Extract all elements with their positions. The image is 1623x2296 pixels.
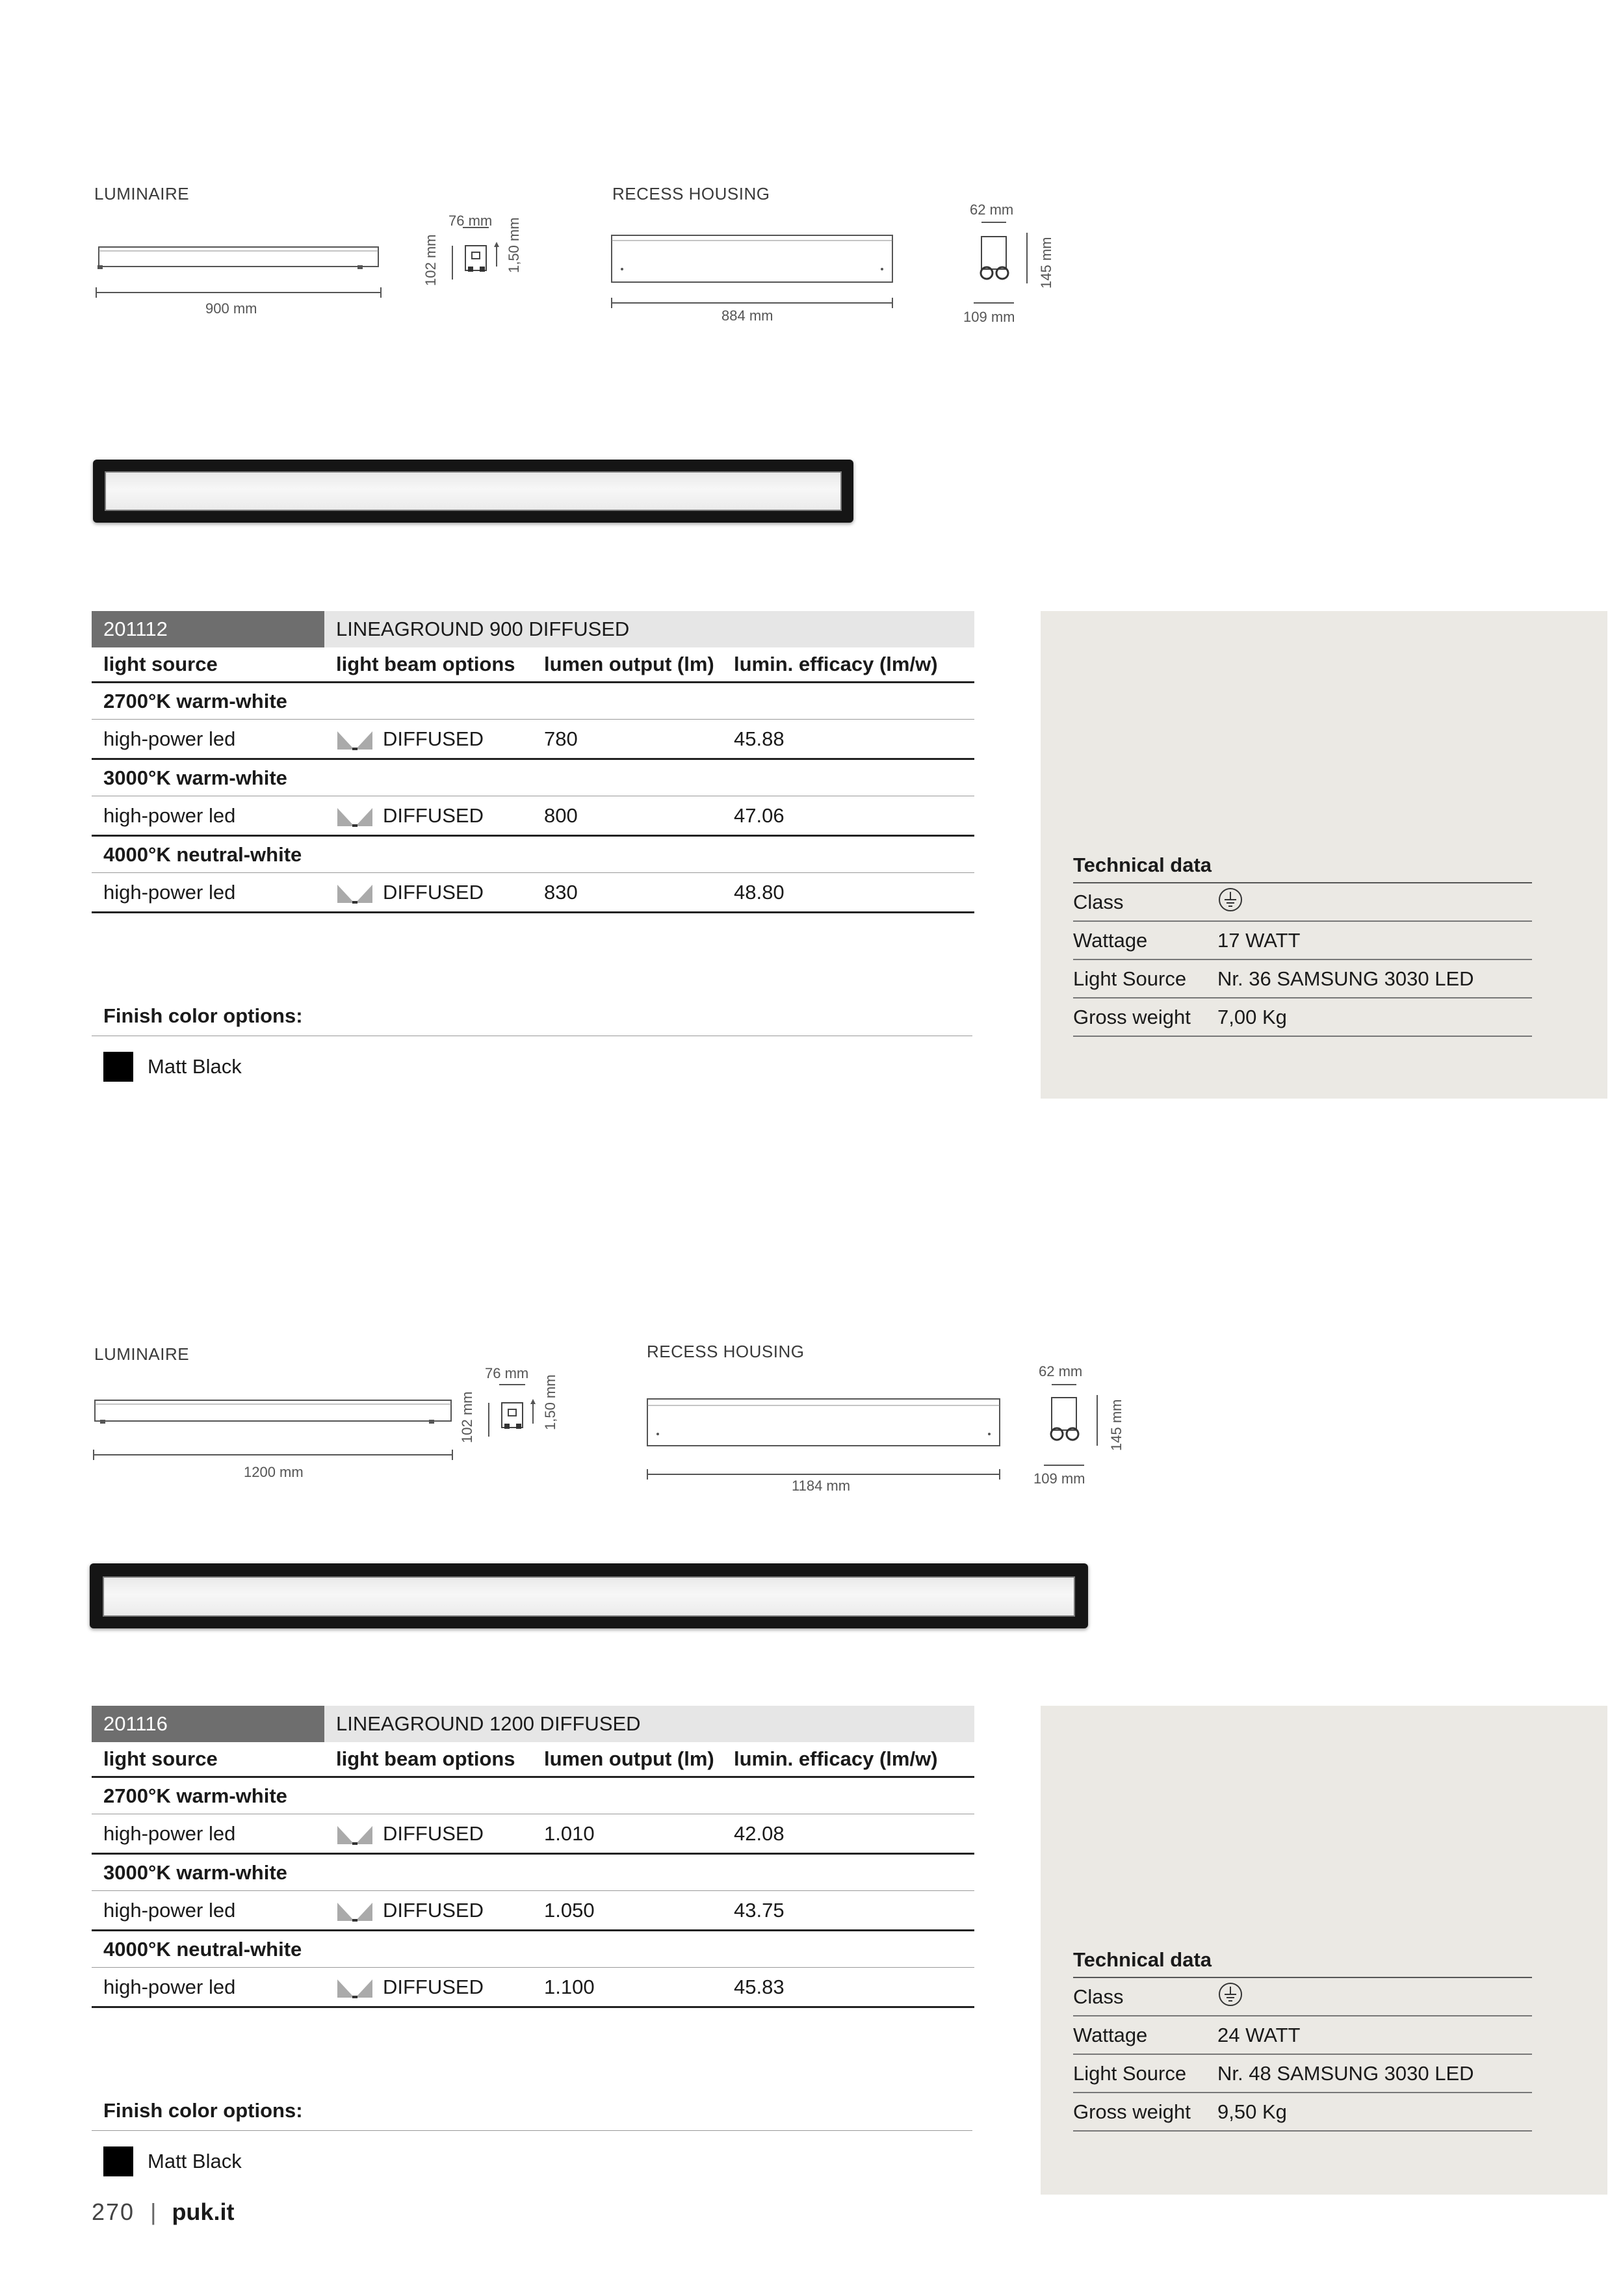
beam-cell [324,803,544,829]
finish-title: Finish color options: [92,2099,972,2131]
tech-key: Light Source [1073,2061,1187,2085]
temperature-heading: 3000°K warm-white [92,1855,974,1891]
col-lumen-output: lumen output (lm) [544,1747,714,1770]
tech-row-weight [1073,998,1532,1037]
beam-label: DIFFUSED [383,803,484,827]
product-name: LINEAGROUND 900 DIFFUSED [324,611,974,647]
light-source-cell: high-power led [103,1975,236,1998]
lumen-cell: 830 [544,880,578,904]
diffused-beam-icon [336,1974,374,2000]
diffused-beam-icon [336,1898,374,1924]
tech-key: Class [1073,890,1124,913]
efficacy-cell: 45.83 [734,1975,785,1998]
tech-value: 9,50 Kg [1217,2100,1287,2123]
section-extra-dim: 1,50 mm [542,1374,558,1430]
section-width-dim: 76 mm [485,1365,529,1381]
tech-key: Wattage [1073,2023,1148,2046]
technical-data-title: Technical data [1073,848,1532,883]
col-beam-options: light beam options [336,1747,515,1770]
product-name: LINEAGROUND 1200 DIFFUSED [324,1706,974,1742]
efficacy-cell: 48.80 [734,880,785,904]
light-source-cell: high-power led [103,803,236,827]
tech-value: 17 WATT [1217,928,1301,952]
lumen-cell: 1.010 [544,1821,595,1845]
section-height-dim: 102 mm [459,1391,475,1443]
temperature-heading: 3000°K warm-white [92,760,974,796]
col-efficacy: lumin. efficacy (lm/w) [734,1747,938,1770]
efficacy-cell: 42.08 [734,1821,785,1845]
matt-black-swatch [103,1052,133,1082]
product-table [92,1706,974,2008]
diffused-beam-icon [336,880,374,906]
beam-cell [324,1974,544,2000]
tech-value: Nr. 36 SAMSUNG 3030 LED [1217,967,1474,990]
tech-key: Gross weight [1073,2100,1191,2123]
temperature-heading: 4000°K neutral-white [92,1931,974,1968]
beam-cell [324,1821,544,1847]
beam-cell [324,1898,544,1924]
beam-label: DIFFUSED [383,1975,484,1998]
page-footer [92,2198,234,2226]
luminaire-label: LUMINAIRE [94,1344,190,1364]
lumen-cell: 780 [544,727,578,750]
finish-options [92,2099,972,2176]
technical-data-title: Technical data [1073,1943,1532,1978]
recess-housing-label: RECESS HOUSING [612,184,770,203]
finish-options [92,1004,972,1082]
recess-housing-label: RECESS HOUSING [647,1342,805,1361]
efficacy-cell: 43.75 [734,1898,785,1922]
tech-row-wattage [1073,2016,1532,2055]
col-light-source: light source [103,653,218,675]
luminaire-side-drawing [91,1372,461,1469]
tech-row-light-source [1073,2055,1532,2093]
recess-housing-drawing [643,1391,1007,1482]
tech-key: Wattage [1073,928,1148,952]
temperature-heading: 4000°K neutral-white [92,837,974,873]
product-table [92,611,974,913]
website-link[interactable]: puk.it [172,2198,235,2225]
section-width-dim: 76 mm [448,213,493,229]
light-source-cell: high-power led [103,1821,236,1845]
temperature-heading: 2700°K warm-white [92,1778,974,1814]
page-number: 270 [92,2198,135,2225]
tech-key: Gross weight [1073,1005,1191,1028]
product-code: 201112 [92,611,324,647]
tech-row-weight [1073,2093,1532,2132]
diffused-beam-icon [336,1821,374,1847]
recess-length-dim: 1184 mm [792,1478,851,1494]
tech-value: Nr. 48 SAMSUNG 3030 LED [1217,2061,1474,2085]
beam-label: DIFFUSED [383,1898,484,1922]
table-row [92,720,974,760]
tech-row-class [1073,1978,1532,2016]
footer-separator: | [150,2198,157,2225]
tech-key: Class [1073,1985,1124,2008]
efficacy-cell: 45.88 [734,727,785,750]
tech-value: 24 WATT [1217,2023,1301,2046]
lumen-cell: 1.050 [544,1898,595,1922]
recess-width-top-dim: 62 mm [1039,1363,1083,1379]
col-beam-options: light beam options [336,653,515,675]
tech-key: Light Source [1073,967,1187,990]
light-source-cell: high-power led [103,727,236,750]
table-row [92,1814,974,1855]
earth-ground-icon [1217,1981,1243,2007]
recess-height-dim: 145 mm [1108,1399,1124,1451]
section-extra-dim: 1,50 mm [506,217,522,273]
beam-label: DIFFUSED [383,1821,484,1845]
earth-ground-icon [1217,887,1243,913]
col-efficacy: lumin. efficacy (lm/w) [734,653,938,675]
col-lumen-output: lumen output (lm) [544,653,714,675]
technical-data-panel [1041,1706,1607,2195]
table-row [92,873,974,913]
product-code: 201116 [92,1706,324,1742]
beam-label: DIFFUSED [383,880,484,904]
tech-row-light-source [1073,960,1532,998]
tech-row-wattage [1073,922,1532,960]
table-row [92,796,974,837]
beam-cell [324,880,544,906]
light-source-cell: high-power led [103,880,236,904]
finish-title: Finish color options: [92,1004,972,1036]
beam-label: DIFFUSED [383,727,484,750]
product-photo [93,460,853,523]
beam-cell [324,726,544,752]
technical-data-panel [1041,611,1607,1099]
luminaire-label: LUMINAIRE [94,184,190,203]
col-light-source: light source [103,1747,218,1770]
matt-black-swatch [103,2146,133,2176]
light-source-cell: high-power led [103,1898,236,1922]
table-row [92,1891,974,1931]
luminaire-length-dim: 1200 mm [244,1464,304,1480]
tech-row-class [1073,883,1532,922]
tech-value: 7,00 Kg [1217,1005,1287,1028]
temperature-heading: 2700°K warm-white [92,683,974,720]
recess-housing-drawing [608,228,907,312]
lumen-cell: 1.100 [544,1975,595,1998]
table-header [92,647,974,683]
luminaire-length-dim: 900 mm [205,300,257,317]
finish-option-label: Matt Black [148,1055,242,1078]
diffused-beam-icon [336,726,374,752]
product-photo [90,1563,1088,1628]
recess-width-bottom-dim: 109 mm [1033,1470,1085,1487]
recess-width-top-dim: 62 mm [970,202,1014,218]
recess-height-dim: 145 mm [1038,237,1054,289]
lumen-cell: 800 [544,803,578,827]
recess-width-bottom-dim: 109 mm [963,309,1015,325]
section-height-dim: 102 mm [422,234,439,286]
recess-length-dim: 884 mm [721,307,773,324]
diffused-beam-icon [336,803,374,829]
efficacy-cell: 47.06 [734,803,785,827]
table-row [92,1968,974,2008]
finish-option-label: Matt Black [148,2150,242,2172]
table-header [92,1742,974,1778]
